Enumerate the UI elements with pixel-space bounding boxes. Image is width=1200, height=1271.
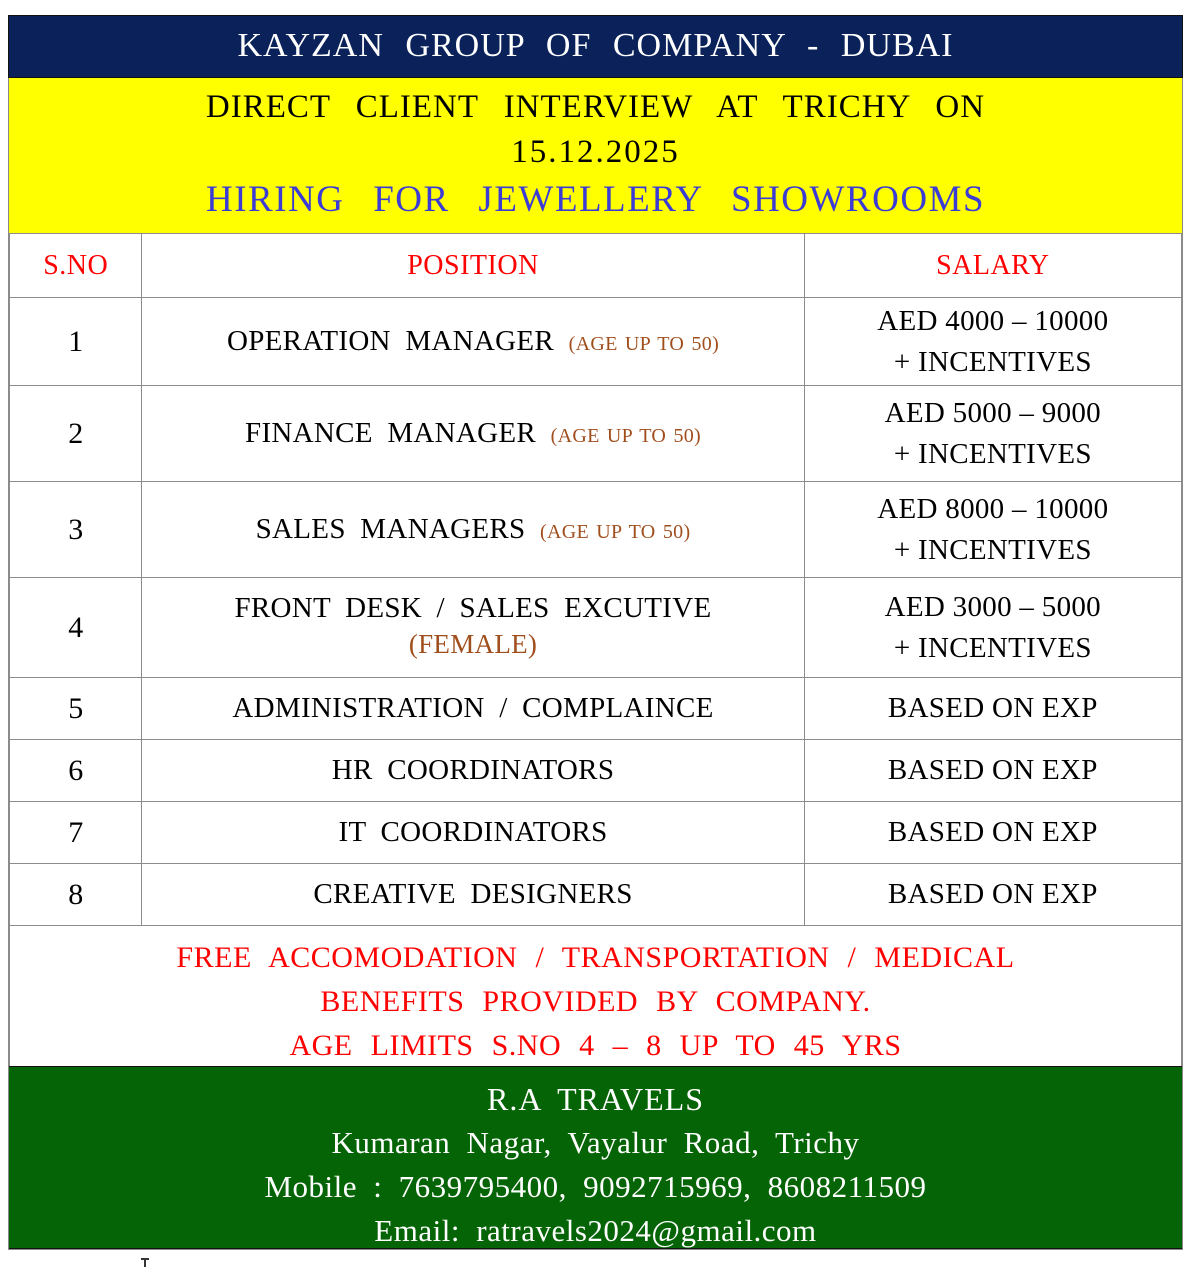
- age-limits-line: AGE LIMITS S.NO 4 – 8 UP TO 45 YRS: [289, 1029, 902, 1062]
- text-cursor-artifact: [144, 1258, 146, 1267]
- agency-name: R.A TRAVELS: [487, 1081, 704, 1117]
- company-title: KAYZAN GROUP OF COMPANY - DUBAI: [237, 27, 954, 64]
- salary-incentives: + INCENTIVES: [893, 631, 1092, 664]
- position-title: OPERATION MANAGER: [226, 325, 555, 357]
- benefits-note: [9, 926, 1182, 1066]
- salary-range: BASED ON EXP: [887, 692, 1098, 724]
- position-title: FRONT DESK / SALES EXCUTIVE: [234, 592, 712, 624]
- table-row: [10, 482, 1182, 578]
- table-row: [10, 864, 1182, 926]
- row-position: [142, 864, 804, 926]
- column-header-salary: SALARY: [804, 234, 1181, 298]
- benefits-line-1: FREE ACCOMODATION / TRANSPORTATION / MEDICAL: [176, 941, 1015, 974]
- row-position: [142, 678, 804, 740]
- table-row: [10, 578, 1182, 678]
- position-title: CREATIVE DESIGNERS: [313, 878, 633, 910]
- row-position: [142, 298, 804, 386]
- positions-table: [9, 233, 1182, 926]
- job-advert-poster: [8, 15, 1183, 1250]
- salary-incentives: + INCENTIVES: [893, 345, 1092, 378]
- position-title: HR COORDINATORS: [331, 754, 615, 786]
- gender-note: (FEMALE): [408, 629, 538, 659]
- row-sno: 7: [10, 802, 142, 864]
- column-header-sno: S.NO: [10, 234, 142, 298]
- agency-mobile-numbers: Mobile : 7639795400, 9092715969, 8608211509: [264, 1169, 927, 1204]
- table-row: [10, 802, 1182, 864]
- agency-address: Kumaran Nagar, Vayalur Road, Trichy: [331, 1125, 860, 1160]
- salary-range: AED 4000 – 10000: [877, 304, 1109, 337]
- salary-range: AED 5000 – 9000: [884, 396, 1101, 429]
- row-salary: [804, 802, 1181, 864]
- row-position: [142, 740, 804, 802]
- salary-range: BASED ON EXP: [887, 816, 1098, 848]
- benefits-line-2: BENEFITS PROVIDED BY COMPANY.: [320, 985, 871, 1018]
- salary-range: BASED ON EXP: [887, 878, 1098, 910]
- row-sno: 8: [10, 864, 142, 926]
- salary-range: BASED ON EXP: [887, 754, 1098, 786]
- row-position: [142, 578, 804, 678]
- interview-date: 15.12.2025: [511, 134, 680, 170]
- age-note: (AGE UP TO 50): [550, 425, 702, 447]
- table-row: [10, 740, 1182, 802]
- row-sno: 1: [10, 298, 142, 386]
- row-salary: [804, 678, 1181, 740]
- age-note: (AGE UP TO 50): [568, 333, 720, 355]
- row-salary: [804, 864, 1181, 926]
- agency-email: Email: ratravels2024@gmail.com: [374, 1213, 817, 1248]
- column-header-position: POSITION: [142, 234, 804, 298]
- row-position: [142, 482, 804, 578]
- salary-incentives: + INCENTIVES: [893, 437, 1092, 470]
- age-note: (AGE UP TO 50): [540, 521, 691, 543]
- table-header-row: [10, 234, 1182, 298]
- position-title: IT COORDINATORS: [338, 816, 608, 848]
- row-salary: [804, 298, 1181, 386]
- company-title-bar: [9, 16, 1182, 77]
- table-row: [10, 298, 1182, 386]
- row-salary: [804, 386, 1181, 482]
- position-title: SALES MANAGERS: [255, 513, 526, 545]
- hiring-headline: HIRING FOR JEWELLERY SHOWROOMS: [205, 179, 986, 220]
- row-sno: 3: [10, 482, 142, 578]
- row-salary: [804, 578, 1181, 678]
- row-salary: [804, 482, 1181, 578]
- salary-range: AED 8000 – 10000: [877, 492, 1109, 525]
- row-sno: 6: [10, 740, 142, 802]
- row-salary: [804, 740, 1181, 802]
- table-row: [10, 386, 1182, 482]
- row-sno: 5: [10, 678, 142, 740]
- salary-range: AED 3000 – 5000: [884, 590, 1101, 623]
- contact-footer: [9, 1066, 1182, 1249]
- row-position: [142, 802, 804, 864]
- table-row: [10, 678, 1182, 740]
- row-position: [142, 386, 804, 482]
- interview-announcement: DIRECT CLIENT INTERVIEW AT TRICHY ON: [205, 89, 986, 125]
- row-sno: 2: [10, 386, 142, 482]
- position-title: FINANCE MANAGER: [245, 417, 537, 449]
- salary-incentives: + INCENTIVES: [893, 533, 1092, 566]
- interview-banner: [9, 77, 1182, 233]
- position-title: ADMINISTRATION / COMPLAINCE: [232, 692, 714, 724]
- row-sno: 4: [10, 578, 142, 678]
